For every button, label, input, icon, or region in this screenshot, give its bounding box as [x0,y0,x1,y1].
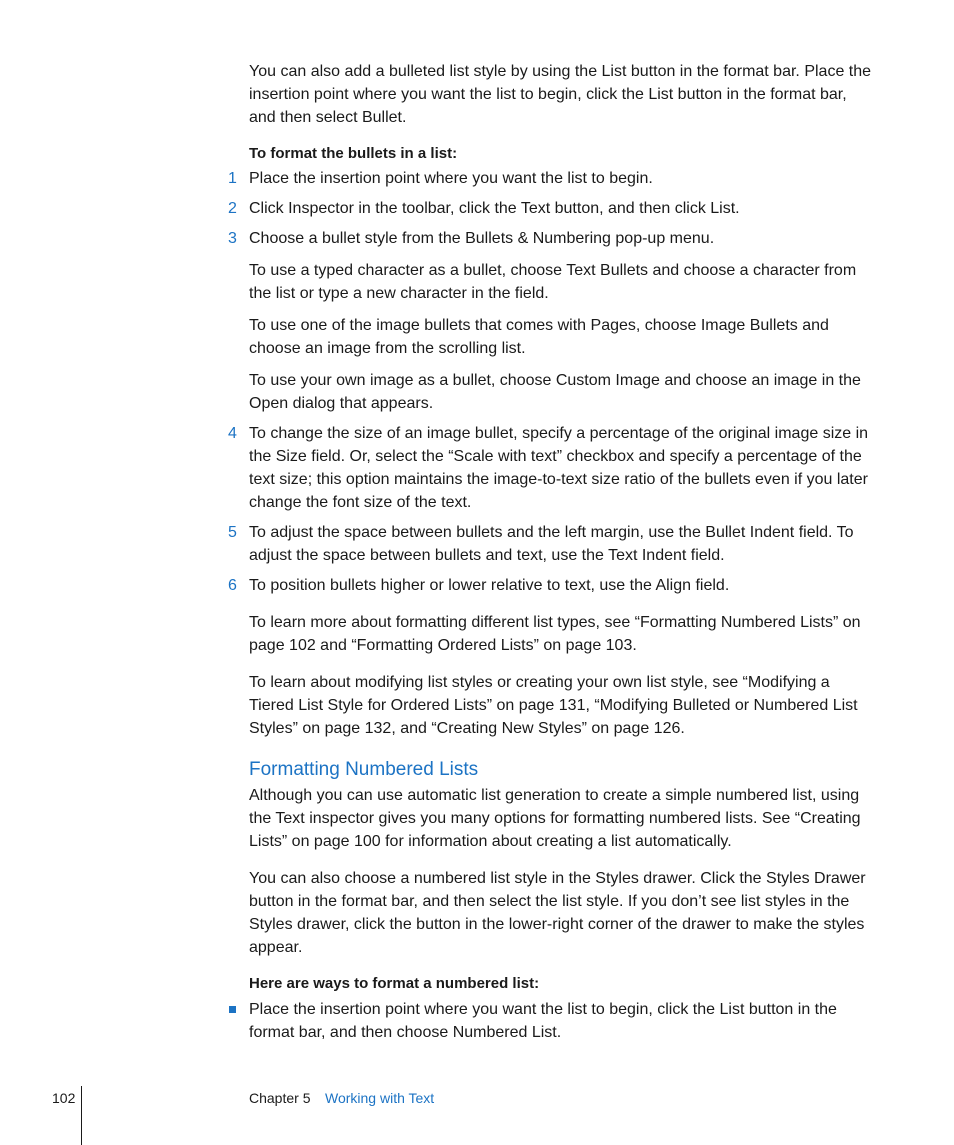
footer-divider [81,1086,82,1145]
step-3-note-text-bullets: To use a typed character as a bullet, choose Text Bullets and choose a character from the list or type a new character in the field. [249,262,857,302]
numbered-list-item: Place the insertion point where you want the list to begin, click the List button in the format bar, and then choose Numbered List. [249,998,877,1044]
step-3-note-image-bullets: To use one of the image bullets that comes with Pages, choose Image Bullets and choose an image from the scrolling list. [249,317,829,357]
step-1: 1 Place the insertion point where you want the list to begin. [249,167,877,190]
step-5: 5 To adjust the space between bullets and the left margin, use the Bullet Indent field. To adjust the space between bullets and text, use the Text Indent field. [249,521,877,567]
section-heading: Formatting Numbered Lists [249,759,479,780]
step-6: 6 To position bullets higher or lower relative to text, use the Align field. [249,574,877,597]
bullets-heading: To format the bullets in a list: [249,145,458,162]
step-2: 2 Click Inspector in the toolbar, click the Text button, and then click List. [249,197,877,220]
learn-more-paragraph-1: To learn more about formatting different list types, see “Formatting Numbered Lists” on page 102 and “Formatting Ordered Lists” on page 103. [249,614,861,654]
section-paragraph-2: You can also choose a numbered list style in the Styles drawer. Click the Styles Drawer button in the format bar, and then select the list style. If you don’t see list styles in the Styles drawer, click the button in the lower-right corner of the drawer to make the styles appear. [249,870,866,956]
square-bullet-icon [229,1006,236,1013]
step-number: 4 [228,425,237,442]
chapter-label: Chapter 5 [249,1090,311,1106]
step-number: 5 [228,524,237,541]
step-number: 2 [228,200,237,217]
page-number: 102 [52,1090,76,1106]
intro-paragraph: You can also add a bulleted list style by using the List button in the format bar. Place the insertion point where you want the list to begin, click the List button in the format bar, and then select Bullet. [249,63,872,126]
learn-more-paragraph-2: To learn about modifying list styles or creating your own list style, see “Modifying a Tiered List Style for Ordered Lists” on page 131, “Modifying Bulleted or Numbered List Styles” on page 132, and “Creating New Styles” on page 126. [249,674,858,737]
step-number: 6 [228,577,237,594]
step-3: 3 Choose a bullet style from the Bullets & Numbering pop-up menu. [249,227,877,250]
chapter-title: Working with Text [325,1090,435,1106]
step-number: 1 [228,170,237,187]
step-number: 3 [228,230,237,247]
step-4: 4 To change the size of an image bullet, specify a percentage of the original image size in the Size field. Or, select the “Scale with text” checkbox and specify a percentage of the text size; this option maintains the image-to-text size ratio of the bullets even if you later change the font size of the text. [249,422,877,514]
numbered-heading: Here are ways to format a numbered list: [249,975,540,992]
step-3-note-custom-image: To use your own image as a bullet, choose Custom Image and choose an image in the Open dialog that appears. [249,372,861,412]
section-paragraph-1: Although you can use automatic list generation to create a simple numbered list, using the Text inspector gives you many options for formatting numbered lists. See “Creating Lists” on page 100 for information about creating a list automatically. [249,787,861,850]
